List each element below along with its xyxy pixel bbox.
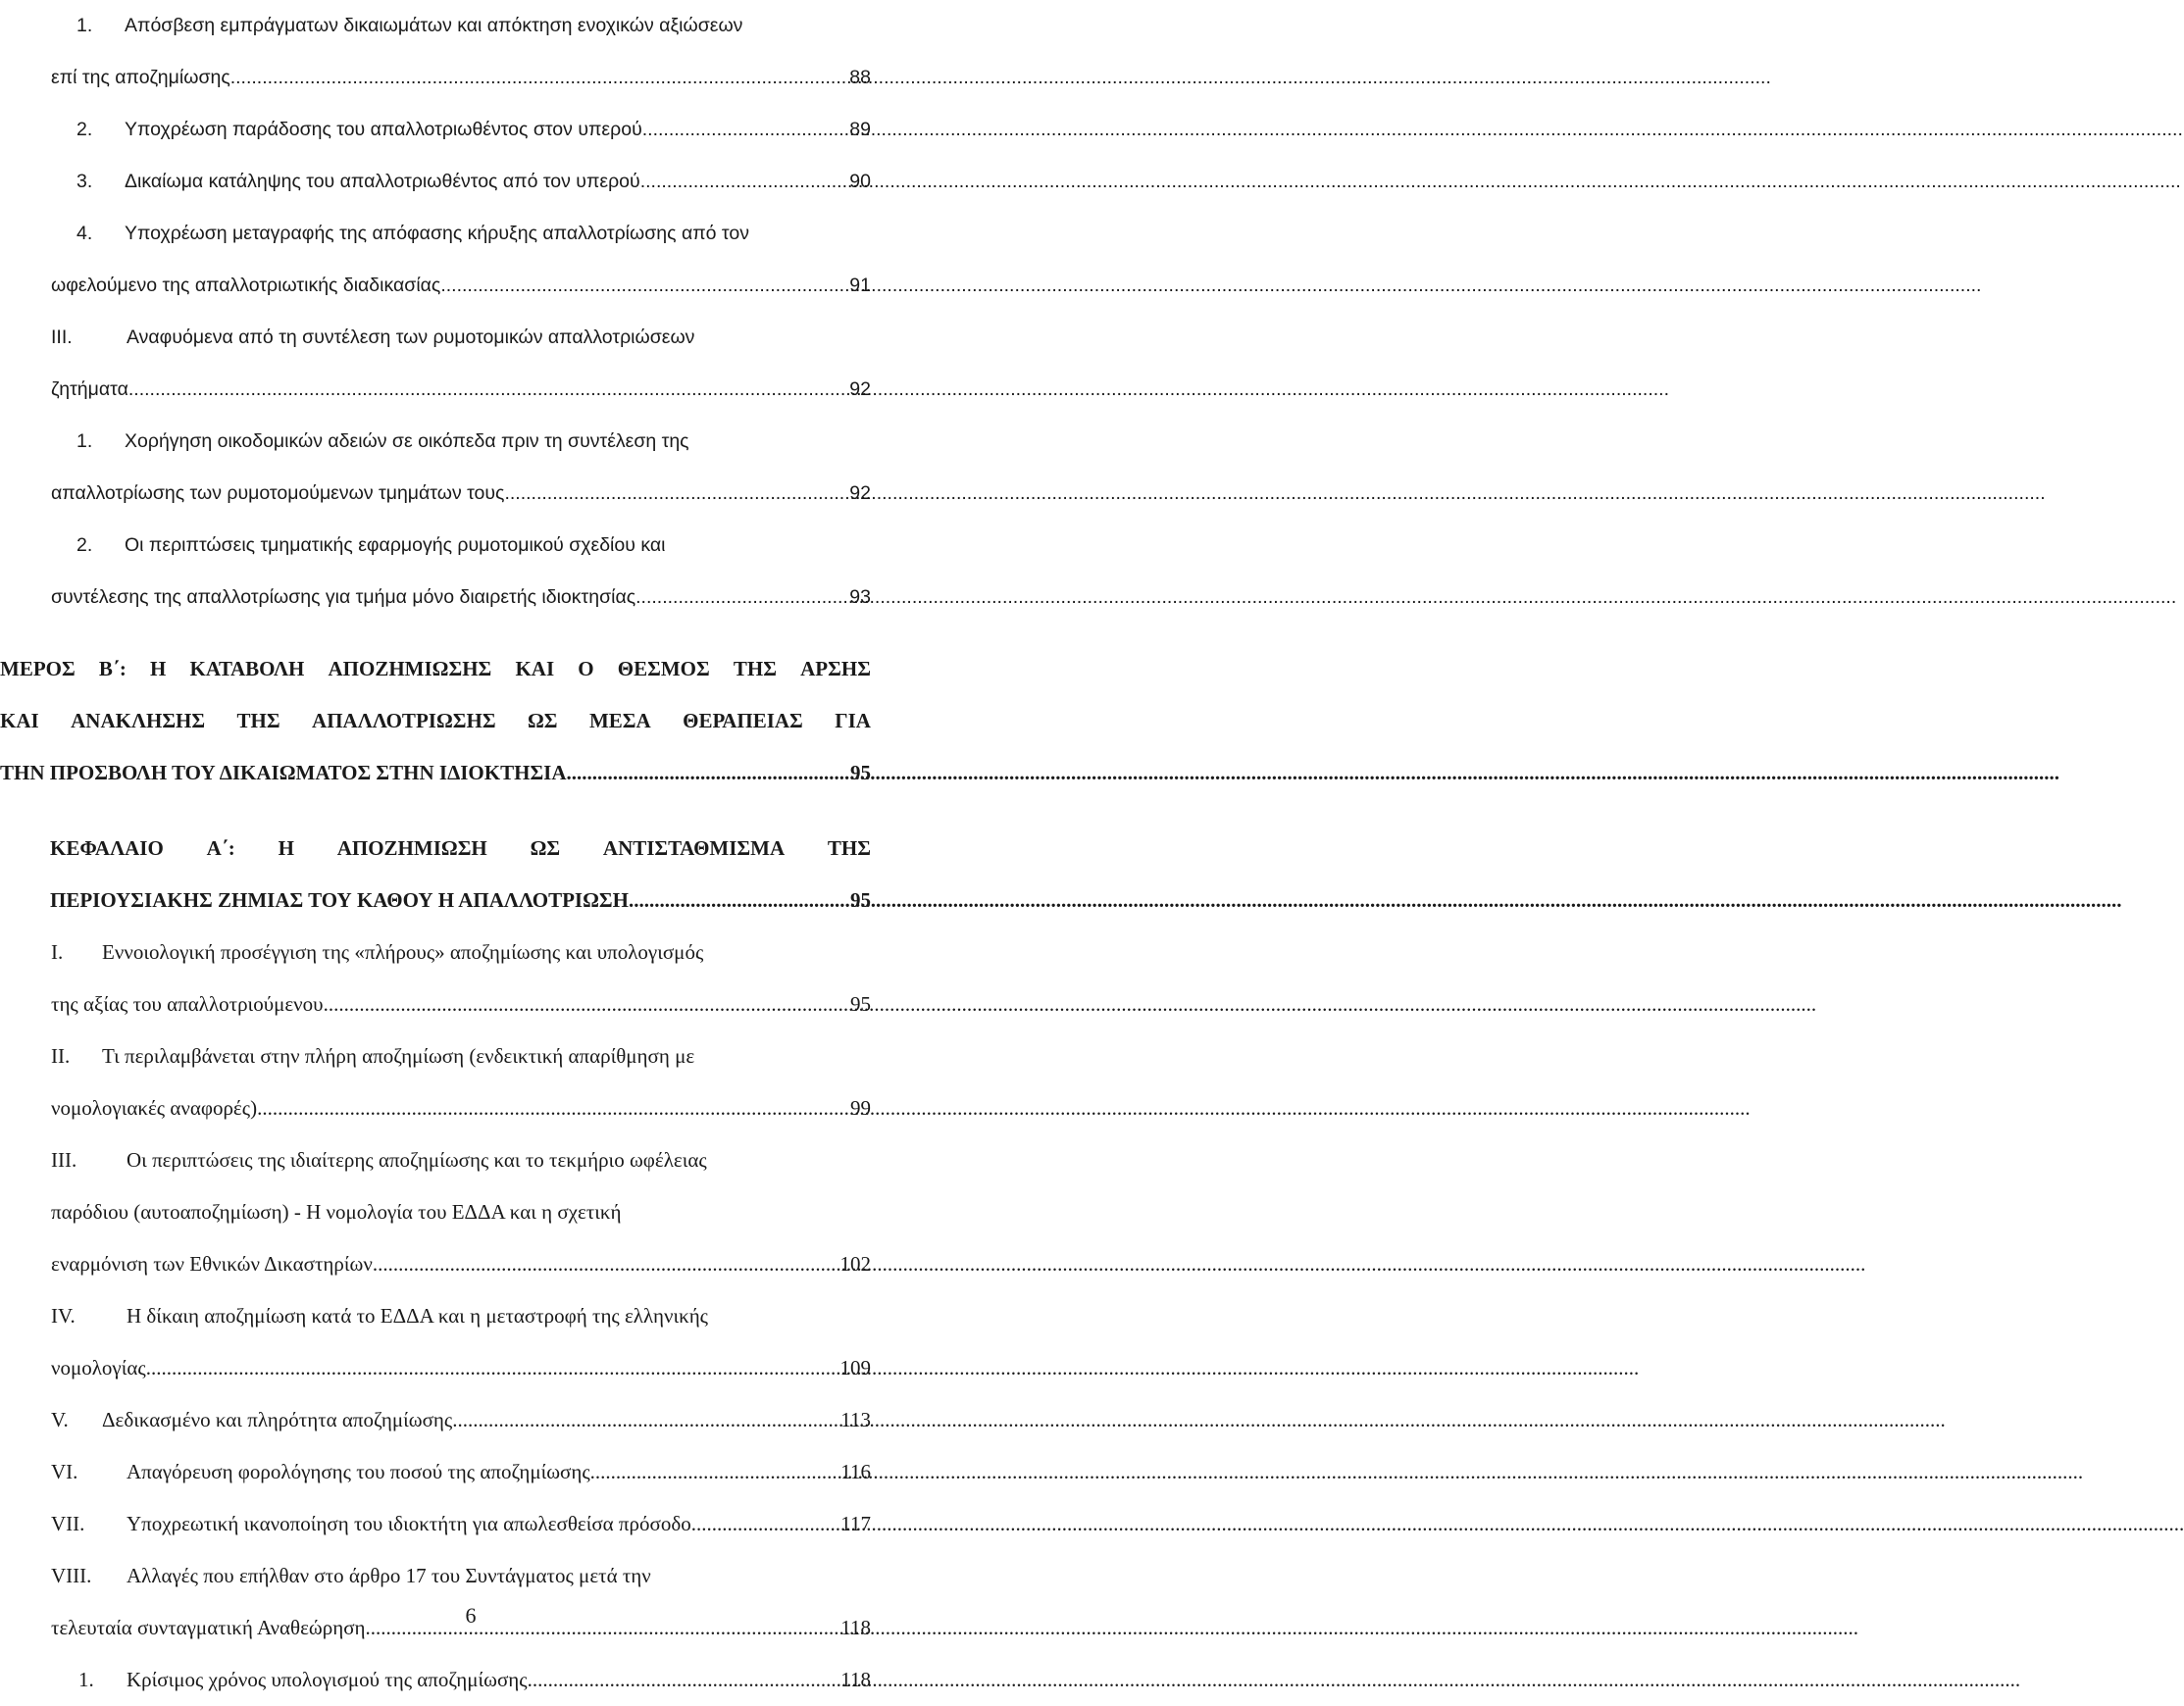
toc-entry-title: Εννοιολογική προσέγγιση της «πλήρους» αποζημίωσης και υπολογισμός: [102, 940, 704, 964]
toc-entry-title-cont: ζητήματα: [51, 378, 128, 400]
toc-entry-title: Απόσβεση εμπράγματων δικαιωμάτων και απόκτηση ενοχικών αξιώσεων: [125, 15, 743, 36]
heading-word: ΤΗΣ: [827, 836, 871, 860]
toc-entry-number: I.: [51, 940, 64, 964]
heading-word: ΤΗΣ: [733, 657, 777, 680]
heading-word: Η: [278, 836, 294, 860]
toc-entry-number: III.: [51, 326, 73, 348]
heading-word: ΚΑΙ: [0, 709, 39, 732]
toc-entry-number: 1.: [78, 1668, 94, 1691]
dot-leader: [642, 104, 849, 156]
toc-entry-title-cont: της αξίας του απαλλοτριούμενου: [51, 992, 324, 1016]
toc-page-number: 117: [840, 1512, 871, 1535]
heading-word: Ο: [578, 657, 594, 680]
document-page: [0, 0, 941, 1691]
toc-page-number: 92: [849, 378, 871, 400]
toc-entry[interactable]: [51, 104, 871, 156]
toc-entry-title: Αλλαγές που επήλθαν στο άρθρο 17 του Συντάγματος μετά την: [127, 1564, 651, 1587]
heading-word: Α΄:: [206, 836, 235, 860]
dot-leader: [629, 875, 849, 927]
dot-leader: [590, 1446, 840, 1498]
toc-entry-title: Δικαίωμα κατάληψης του απαλλοτριωθέντος από τον υπερού: [125, 171, 640, 192]
heading-word: Η: [150, 657, 167, 680]
toc-entry-number: IV.: [51, 1304, 76, 1328]
dot-leader: [257, 1082, 849, 1134]
toc-entry-title: Οι περιπτώσεις τμηματικής εφαρμογής ρυμοτομικού σχεδίου και: [125, 534, 666, 556]
toc-entry-title: Δεδικασμένο και πληρότητα αποζημίωσης: [102, 1408, 453, 1431]
toc-page-number: 99: [850, 1096, 871, 1120]
toc-entry-title: Κρίσιμος χρόνος υπολογισμού της αποζημίωσης: [127, 1668, 528, 1691]
heading-word: ΚΕΦΑΛΑΙΟ: [50, 836, 164, 860]
toc-entry-number: 2.: [76, 534, 93, 556]
heading-word: ΑΠΟΖΗΜΙΩΣΗΣ: [328, 657, 492, 680]
dot-leader: [640, 156, 849, 208]
toc-page-number: 118: [840, 1616, 871, 1639]
toc-page-number: 102: [839, 1252, 871, 1276]
table-of-contents: [0, 0, 871, 1706]
dot-leader: [373, 1238, 839, 1290]
toc-entry-number: 4.: [76, 223, 93, 244]
toc-entry-title: Τι περιλαμβάνεται στην πλήρη αποζημίωση (ενδεικτική απαρίθμηση με: [102, 1044, 695, 1068]
toc-page-number: 95: [850, 888, 871, 912]
heading-word: ΜΕΡΟΣ: [0, 657, 76, 680]
toc-entry-title-cont: νομολογιακές αναφορές): [51, 1096, 258, 1120]
heading-word: ΚΑΙ: [515, 657, 555, 680]
heading-word: ΑΡΣΗΣ: [800, 657, 871, 680]
toc-chapter-heading[interactable]: [50, 823, 871, 927]
toc-entry[interactable]: [51, 416, 871, 520]
dot-leader: [452, 1394, 839, 1446]
toc-page-number: 95: [850, 992, 871, 1016]
page-number-footer: 6: [465, 1603, 477, 1628]
toc-entry[interactable]: [51, 1498, 871, 1550]
dot-leader: [504, 468, 848, 520]
toc-entry-number: VI.: [51, 1460, 78, 1483]
dot-leader: [324, 978, 849, 1030]
heading-word: ΘΕΡΑΠΕΙΑΣ: [683, 709, 803, 732]
toc-entry[interactable]: [51, 0, 871, 104]
toc-entry[interactable]: [51, 1290, 871, 1394]
toc-page-number: 89: [849, 119, 871, 140]
toc-entry-title-cont: εναρμόνιση των Εθνικών Δικαστηρίων: [51, 1252, 373, 1276]
toc-page-number: 92: [849, 482, 871, 504]
toc-entry-number: II.: [51, 1044, 71, 1068]
dot-leader: [230, 52, 849, 104]
toc-entry-title: Υποχρέωση παράδοσης του απαλλοτριωθέντος στον υπερού: [125, 119, 642, 140]
heading-word: ΩΣ: [530, 836, 561, 860]
dot-leader: [146, 1342, 839, 1394]
heading-word: ΚΑΤΑΒΟΛΗ: [189, 657, 305, 680]
toc-entry[interactable]: [51, 1134, 871, 1290]
toc-page-number: 88: [849, 67, 871, 88]
toc-page-number: 93: [849, 586, 871, 608]
toc-entry[interactable]: [51, 208, 871, 312]
toc-page-number: 90: [849, 171, 871, 192]
toc-entry-title-cont: νομολογίας: [51, 1356, 146, 1380]
toc-chapter-title-cont: ΠΕΡΙΟΥΣΙΑΚΗΣ ΖΗΜΙΑΣ ΤΟΥ ΚΑΘΟΥ Η ΑΠΑΛΛΟΤΡΙΩΣΗ: [50, 888, 629, 912]
toc-entry[interactable]: [51, 312, 871, 416]
toc-entry-title-cont: ωφελούμενο της απαλλοτριωτικής διαδικασίας: [51, 275, 441, 296]
heading-word: ΘΕΣΜΟΣ: [617, 657, 710, 680]
dot-leader: [635, 572, 848, 624]
heading-word: ΜΕΣΑ: [588, 709, 651, 732]
toc-entry-title: Οι περιπτώσεις της ιδιαίτερης αποζημίωσης και το τεκμήριο ωφέλειας: [127, 1148, 707, 1172]
heading-word: ΑΝΑΚΛΗΣΗΣ: [71, 709, 206, 732]
heading-word: ΩΣ: [527, 709, 558, 732]
dot-leader: [128, 364, 848, 416]
dot-leader: [440, 260, 848, 312]
toc-entry[interactable]: [51, 927, 871, 1030]
toc-page-number: 118: [840, 1668, 871, 1691]
dot-leader: [528, 1654, 840, 1706]
toc-page-number: 113: [840, 1408, 871, 1431]
toc-entry-number: VIII.: [51, 1564, 92, 1587]
toc-part-line-2: [0, 695, 871, 747]
toc-chapter-line-1: [50, 823, 871, 875]
toc-entry[interactable]: [51, 520, 871, 624]
toc-entry-title: Υποχρεωτική ικανοποίηση του ιδιοκτήτη για απωλεσθείσα πρόσοδο: [127, 1512, 691, 1535]
heading-word: ΑΝΤΙΣΤΑΘΜΙΣΜΑ: [602, 836, 786, 860]
toc-part-line-1: [0, 643, 871, 695]
heading-word: ΑΠΑΛΛΟΤΡΙΩΣΗΣ: [312, 709, 496, 732]
toc-entry[interactable]: [51, 1550, 871, 1654]
dot-leader: [691, 1498, 840, 1550]
toc-entry-title: Υποχρέωση μεταγραφής της απόφασης κήρυξης απαλλοτρίωσης από τον: [125, 223, 749, 244]
toc-part-heading[interactable]: [0, 643, 871, 799]
toc-page-number: 116: [840, 1460, 871, 1483]
toc-entry-title-cont: παρόδιου (αυτοαποζημίωση) - Η νομολογία του ΕΔΔΑ και η σχετική: [51, 1200, 622, 1224]
heading-word: ΤΗΣ: [236, 709, 280, 732]
toc-entry-title: Αναφυόμενα από τη συντέλεση των ρυμοτομικών απαλλοτριώσεων: [127, 326, 695, 348]
toc-part-title-cont: ΤΗΝ ΠΡΟΣΒΟΛΗ ΤΟΥ ΔΙΚΑΙΩΜΑΤΟΣ ΣΤΗΝ ΙΔΙΟΚΤΗΣΙΑ: [0, 761, 567, 784]
toc-entry-title: Απαγόρευση φορολόγησης του ποσού της αποζημίωσης: [127, 1460, 590, 1483]
toc-entry-number: 3.: [76, 171, 93, 192]
toc-entry[interactable]: [51, 1654, 871, 1706]
toc-page-number: 109: [839, 1356, 871, 1380]
toc-entry[interactable]: [51, 1030, 871, 1134]
heading-word: ΑΠΟΖΗΜΙΩΣΗ: [336, 836, 487, 860]
toc-entry-number: VII.: [51, 1512, 85, 1535]
toc-page-number: 95: [850, 761, 871, 784]
toc-page-number: 91: [849, 275, 871, 296]
toc-entry-number: 2.: [76, 119, 93, 140]
toc-entry-title-cont: απαλλοτρίωσης των ρυμοτομούμενων τμημάτων τους: [51, 482, 505, 504]
toc-entry-title-cont: τελευταία συνταγματική Αναθεώρηση: [51, 1616, 366, 1639]
toc-entry-number: III.: [51, 1148, 77, 1172]
toc-entry-title: Χορήγηση οικοδομικών αδειών σε οικόπεδα πριν τη συντέλεση της: [125, 430, 689, 452]
heading-word: Β΄:: [98, 657, 127, 680]
toc-entry-title-cont: επί της αποζημίωσης: [51, 67, 230, 88]
toc-entry[interactable]: [51, 1394, 871, 1446]
toc-entry-number: 1.: [76, 430, 93, 452]
toc-entry-number: 1.: [76, 15, 93, 36]
dot-leader: [567, 747, 849, 799]
toc-entry[interactable]: [51, 156, 871, 208]
toc-entry-title-cont: συντέλεσης της απαλλοτρίωσης για τμήμα μόνο διαιρετής ιδιοκτησίας: [51, 586, 636, 608]
heading-word: ΓΙΑ: [835, 709, 871, 732]
toc-entry-number: V.: [51, 1408, 69, 1431]
toc-entry-title: Η δίκαιη αποζημίωση κατά το ΕΔΔΑ και η μεταστροφή της ελληνικής: [127, 1304, 708, 1328]
toc-entry[interactable]: [51, 1446, 871, 1498]
